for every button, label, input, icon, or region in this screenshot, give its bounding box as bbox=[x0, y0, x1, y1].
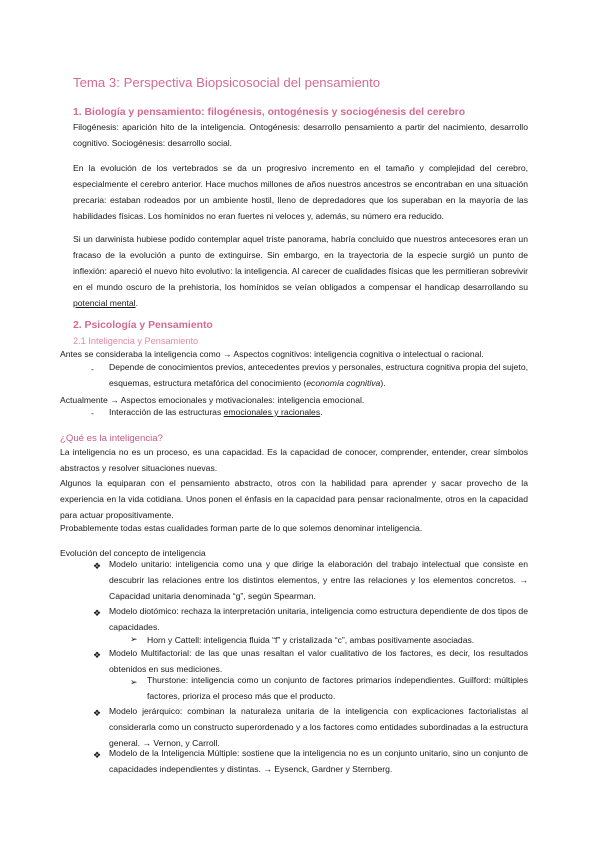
section-1-paragraph-3: Si un darwinista hubiese podido contemplar aquel triste panorama, habría concluido que nuestros antecesores eran un fracaso de la evolución a punto de extinguirse. Sin embargo, en la trayectoria de la especie surgió un punto de inflexión: apareció el nuevo hito evolutivo: la inteligencia. Al carecer de cualidades físicas que les permitieran sobrevivir en el mundo oscuro de la prehistoria, los homínidos se veían obligados a compensar el handicap desarrollando su potencial mental. bbox=[73, 234, 528, 308]
section-1-heading: 1. Biología y pensamiento: filogénesis, ontogénesis y sociogénesis del cerebro bbox=[73, 107, 466, 118]
model-item-1: Modelo unitario: inteligencia como una y que dirige la elaboración del trabajo intelectual que consiste en descubrir las relaciones entre los distintos elementos, y entre las relaciones y los elementos concretos. → Capacidad unitaria denominada “g”, según Spearman. bbox=[109, 559, 528, 601]
section-2-line-2: Actualmente → Aspectos emocionales y motivacionales: inteligencia emocional. bbox=[60, 395, 365, 405]
arrow-bullet-icon: ➢ bbox=[130, 634, 138, 644]
dash-marker: - bbox=[91, 408, 94, 418]
model-item-4: Modelo jerárquico: combinan la naturaleza unitaria de la inteligencia con explicaciones factorialistas al considerarla como un constructo superordenado y a los factores como entidades subordinadas a la estructura general. → Vernon, y Carroll. bbox=[109, 706, 528, 748]
section-1-paragraph-1: Filogénesis: aparición hito de la inteligencia. Ontogénesis: desarrollo pensamiento a partir del nacimiento, desarrollo cognitivo. Sociogénesis: desarrollo social. bbox=[73, 122, 528, 148]
diamond-bullet-icon: ❖ bbox=[93, 708, 102, 718]
section-2-line-1: Antes se consideraba la inteligencia como → Aspectos cognitivos: inteligencia cognitiva o intelectual o racional. bbox=[60, 349, 484, 359]
model-item-3-sub: Thurstone: inteligencia como un conjunto de factores primarios independientes. Guilford: múltiples factores, prioriza el proceso más que el producto. bbox=[147, 675, 528, 701]
section-2-dash-item-1: Depende de conocimientos previos, antecedentes previos y personales, estructura cognitiva propia del sujeto, esquemas, estructura metafórica del conocimiento (economía cognitiva). bbox=[109, 362, 528, 388]
section-3-paragraph-2: Algunos la equiparan con el pensamiento abstracto, otros con la habilidad para aprender y sacar provecho de la experiencia en la vida cotidiana. Unos ponen el énfasis en la capacidad para pensar racionalmente, otros en la capacidad para actuar propositivamente. bbox=[60, 478, 528, 520]
section-1-paragraph-2: En la evolución de los vertebrados se da un progresivo incremento en el tamaño y complejidad del cerebro, especialmente el cerebro anterior. Hace muchos millones de años nuestros ancestros se encontraban en una situación precaria: estaban rodeados por un ambiente hostil, lleno de depredadores que los superaban en la mayoría de las habilidades físicas. Los homínidos no eran fuertes ni veloces y, además, su número era reducido. bbox=[73, 163, 528, 221]
dash-marker: - bbox=[91, 364, 94, 374]
diamond-bullet-icon: ❖ bbox=[93, 750, 102, 760]
section-2-heading: 2. Psicología y Pensamiento bbox=[73, 320, 213, 331]
section-3-heading: ¿Qué es la inteligencia? bbox=[60, 433, 163, 444]
model-item-3: Modelo Multifactorial: de las que unas resaltan el valor cualitativo de los factores, es decir, los resultados obtenidos en sus mediciones. bbox=[109, 648, 528, 674]
diamond-bullet-icon: ❖ bbox=[93, 561, 102, 571]
section-3-paragraph-1: La inteligencia no es un proceso, es una capacidad. Es la capacidad de conocer, comprender, entender, crear símbolos abstractos y resolver situaciones nuevas. bbox=[60, 447, 528, 473]
section-2-dash-item-2: Interacción de las estructuras emocionales y racionales. bbox=[109, 407, 323, 417]
diamond-bullet-icon: ❖ bbox=[93, 650, 102, 660]
section-4-heading: Evolución del concepto de inteligencia bbox=[60, 548, 206, 558]
model-item-5: Modelo de la Inteligencia Múltiple: sostiene que la inteligencia no es un conjunto unitario, sino un conjunto de capacidades independientes y distintas. → Eysenck, Gardner y Sternberg. bbox=[109, 748, 528, 774]
document-title: Tema 3: Perspectiva Biopsicosocial del pensamiento bbox=[73, 75, 381, 90]
section-3-paragraph-3: Probablemente todas estas cualidades forman parte de lo que solemos denominar inteligencia. bbox=[60, 523, 423, 533]
model-item-2-sub: Horn y Cattell: inteligencia fluida “f” y cristalizada “c”, ambas positivamente asociadas. bbox=[147, 635, 475, 645]
diamond-bullet-icon: ❖ bbox=[93, 608, 102, 618]
section-2-subheading: 2.1 Inteligencia y Pensamiento bbox=[73, 336, 199, 346]
underlined-term: potencial mental bbox=[73, 297, 136, 308]
model-item-2: Modelo diotómico: rechaza la interpretación unitaria, inteligencia como estructura dependiente de dos tipos de capacidades. bbox=[109, 606, 528, 632]
arrow-bullet-icon: ➢ bbox=[130, 677, 138, 687]
